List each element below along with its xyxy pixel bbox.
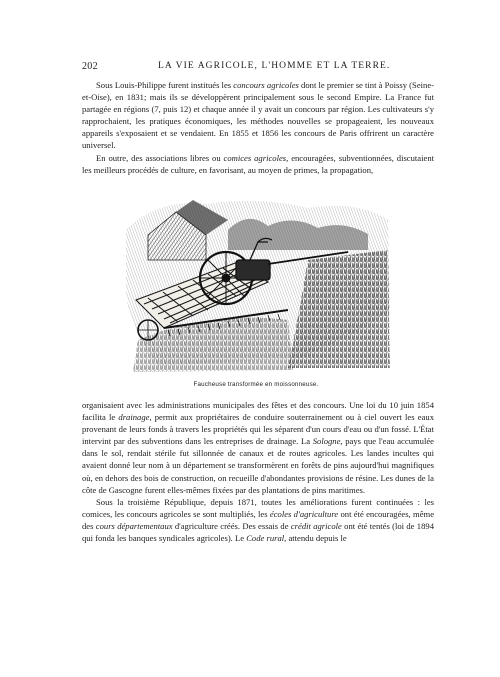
italic-term: Sologne	[312, 436, 341, 447]
text-run: , encouragées, subventionnées, discutaient les meilleurs procédés de culture, en favorisant, au moyen de primes, la propagation,	[82, 152, 435, 175]
text-run: d'agriculture créés. Des essais de	[172, 520, 291, 531]
figure-caption: Faucheuse transformée en moissonneuse.	[193, 381, 319, 388]
text-run: , pays que l'eau accumulée dans le sol, rendait stérile fut sillonnée de canaux et de routes agricoles. Les landes incultes qui avaient donné leur nom à un département se transformèrent en forêts de pins aujourd'hui magnifiques où, en dehors des bois de construction, on recueille d'abondantes provisions de résine. Les dunes de la côte de Gascogne furent elles-mêmes fixées par des plantations de pins maritimes.	[82, 436, 434, 495]
text-run: organisaient avec les administrations municipales des fêtes et des concours. Une loi du 10 juin 1854 facilita le	[82, 400, 434, 423]
italic-term: concours agricoles	[233, 80, 299, 90]
illustration-mower-reaper	[118, 190, 394, 376]
text-run: , attendu depuis le	[284, 533, 347, 544]
paragraph	[82, 79, 434, 152]
italic-term: drainage	[118, 412, 150, 423]
engraving-image	[118, 190, 394, 376]
running-title: LA VIE AGRICOLE, L'HOMME ET LA TERRE.	[158, 61, 391, 71]
page-number: 202	[82, 61, 98, 72]
italic-term: comices agricoles	[223, 152, 287, 163]
paragraph	[82, 399, 434, 496]
body-text-bottom	[82, 399, 434, 544]
text-run: ont été encouragées, même des	[82, 508, 435, 531]
italic-term: Code rural	[246, 533, 285, 544]
italic-term: cours départementaux	[95, 520, 173, 531]
text-run: Sous la troisième République, depuis 1871, toutes les améliorations furent continuées : les comices, les concours agricoles se sont multipliés, les	[82, 496, 434, 519]
paragraph	[82, 496, 434, 544]
text-run: , permit aux propriétaires de conduire souterrainement ou à ciel ouvert les eaux provenant de leurs fonds à travers les propriétés qui les séparent d'un cours d'eau ou d'un fossé. L'État intervint par des subventions dans les entreprises de drainage. La	[82, 412, 434, 447]
text-run: Sous Louis-Philippe furent institués les	[96, 80, 234, 90]
paragraph	[82, 152, 434, 176]
italic-term: crédit agricole	[290, 520, 342, 531]
text-run: En outre, des associations libres ou	[96, 152, 224, 163]
italic-term: écoles d'agriculture	[269, 508, 339, 519]
page-header	[82, 61, 434, 73]
text-run: ont été tentés (loi de 1894 qui fonda les banques syndicales agricoles). Le	[82, 520, 434, 544]
body-text-top	[82, 79, 434, 176]
text-run: dont le premier se tint à Poissy (Seine-et-Oise), en 1831; mais ils se développèrent principalement sous le second Empire. La France fut partagée en régions (7, puis 12) et chaque année il y avait un concours par région. Les cultivateurs s'y rapprochaient, les pratiques économiques, les méthodes nouvelles se propageaient, les nouveaux appareils s'exposaient et se vendaient. En 1855 et 1856 les concours de Paris offrirent un caractère universel.	[82, 80, 434, 151]
